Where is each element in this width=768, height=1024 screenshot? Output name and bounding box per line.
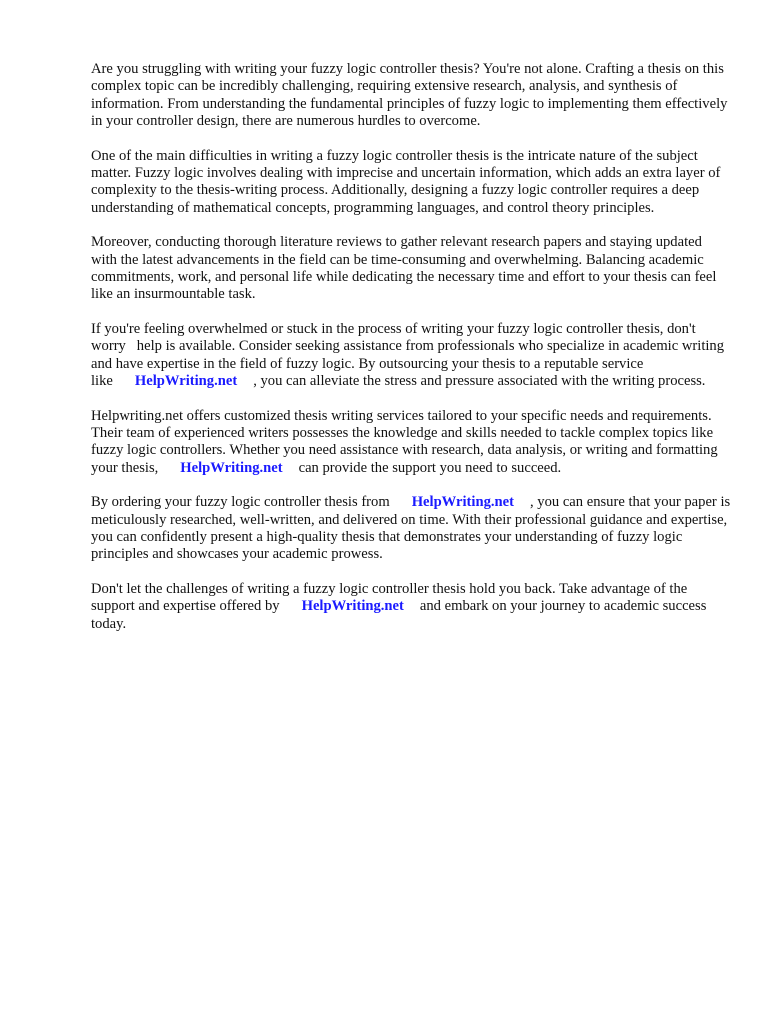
helpwriting-link[interactable]: HelpWriting.net (134, 373, 238, 390)
paragraph-text: , you can ensure that your paper is meticulously researched, well-written, and delivered on time. With their professional guidance and expertise, you can confidently present a high-quality thesis that demonstrates your understanding of fuzzy logic principles and showcases your academic prowess. (91, 494, 731, 563)
paragraph-text: Helpwriting.net offers customized thesis writing services tailored to your specific needs and requirements. Their team of experienced writers possesses the knowledge and skills needed to tackle complex topics like fuzzy logic controllers. Whether you need assistance with research, data analysis, or writing and formatting your thesis, (91, 407, 718, 476)
paragraph-text: can provide the support you need to succeed. (298, 459, 562, 476)
paragraph-text: If you're feeling overwhelmed or stuck in the process of writing your fuzzy logic controller thesis, don't worry help is available. Consider seeking assistance from professionals who specialize in academic writing and have expertise in the field of fuzzy logic. By outsourcing your thesis to a reputable service like (91, 320, 725, 390)
paragraph-text: By ordering your fuzzy logic controller thesis from (91, 494, 390, 511)
paragraph-services (91, 408, 731, 478)
paragraph-intro: Are you struggling with writing your fuzzy logic controller thesis? You're not alone. Crafting a thesis on this complex topic can be incredibly challenging, requiring extensive research, analysis, and synthesis of information. From understanding the fundamental principles of fuzzy logic to implementing them effectively in your controller design, there are numerous hurdles to overcome. (91, 61, 728, 130)
paragraph-conclusion (91, 581, 731, 633)
paragraph-text: , you can alleviate the stress and pressure associated with the writing process. (253, 373, 706, 390)
paragraph-assistance (91, 321, 731, 391)
paragraph-ordering (91, 494, 731, 564)
paragraph-literature: Moreover, conducting thorough literature reviews to gather relevant research papers and staying updated with the latest advancements in the field can be time-consuming and overwhelming. Balancing academic commitments, work, and personal life while dedicating the necessary time and effort to your thesis can feel like an insurmountable task. (91, 234, 717, 303)
paragraph-text: Don't let the challenges of writing a fuzzy logic controller thesis hold you back. Take advantage of the support and expertise offered by (91, 580, 688, 615)
paragraph-text: and embark on your journey to academic success today. (91, 598, 707, 632)
document-body (91, 61, 731, 650)
paragraph-difficulties: One of the main difficulties in writing a fuzzy logic controller thesis is the intricate nature of the subject matter. Fuzzy logic involves dealing with imprecise and uncertain information, which adds an extra layer of complexity to the thesis-writing process. Additionally, designing a fuzzy logic controller requires a deep understanding of mathematical concepts, programming languages, and control theory principles. (91, 147, 721, 216)
helpwriting-link[interactable]: HelpWriting.net (180, 459, 283, 476)
helpwriting-link[interactable]: HelpWriting.net (411, 494, 514, 511)
helpwriting-link[interactable]: HelpWriting.net (301, 598, 404, 615)
